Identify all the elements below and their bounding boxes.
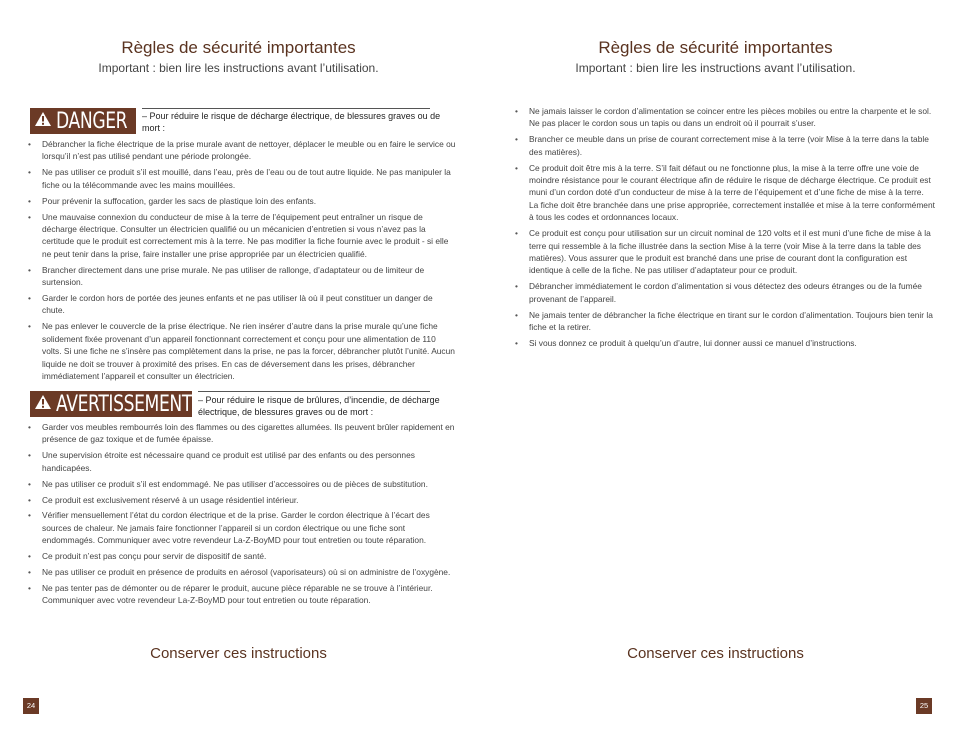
warning-label: AVERTISSEMENT <box>56 391 192 417</box>
danger-label: DANGER <box>56 108 128 134</box>
safety-list <box>515 105 935 353</box>
list-item: • Ne pas utiliser ce produit en présence de produits en aérosol (vaporisateurs) où si on administre de l’oxygène. <box>28 566 458 578</box>
warning-badge <box>30 391 192 417</box>
list-item: • Ce produit doit être mis à la terre. S’il fait défaut ou ne fonctionne plus, la mise à la terre offre une voie de moindre résistance pour le courant électrique afin de réduire le risque de décharge électrique. Ce produit est muni d’un cordon doté d’un conducteur de mise à la terre de l’équipement et d’une fiche de mise à la terre. La fiche doit être branchée dans une prise appropriée, correctement installée et mise à la terre conformément à tous les codes et ordonnances locaux. <box>515 162 935 224</box>
list-item: • Une mauvaise connexion du conducteur de mise à la terre de l’équipement peut entraîner un risque de décharge électrique. Consulter un électricien qualifié ou un mécanicien d’entretien si vous n’avez pas la certitude que le produit est correctement mis à la terre. Ne pas modifier la fiche fournie avec le produit - si elle ne peut tenir dans la prise, faire installer une prise appropriée par un électricien qualifié. <box>28 211 456 261</box>
list-item: • Brancher directement dans une prise murale. Ne pas utiliser de rallonge, d’adaptateur ou de limiteur de surtension. <box>28 264 456 289</box>
list-item: • Ce produit est conçu pour utilisation sur un circuit nominal de 120 volts et il est muni d’une fiche de mise à la terre qui ressemble à la fiche illustrée dans la section Mise à la terre (voir Mise à la terre dans la table des matières). Vous assurer que le produit est branché dans une prise de courant dont la configuration est identique à celle de la fiche. Ne pas utiliser d’adaptateur pour ce produit. <box>515 227 935 277</box>
warning-rule <box>198 391 430 392</box>
list-item: • Ne pas utiliser ce produit s’il est mouillé, dans l’eau, près de l’eau ou de tout autre liquide. Ne pas manipuler la fiche ou la télécommande avec les mains mouillées. <box>28 166 456 191</box>
list-item: • Pour prévenir la suffocation, garder les sacs de plastique loin des enfants. <box>28 195 456 207</box>
footer-note: Conserver ces instructions <box>627 645 804 662</box>
warning-intro: – Pour réduire le risque de brûlures, d’incendie, de décharge électrique, de blessures graves ou de mort : <box>198 395 440 417</box>
list-item: • Ne pas utiliser ce produit s’il est endommagé. Ne pas utiliser d’accessoires ou de pièces de substitution. <box>28 478 458 490</box>
list-item: • Garder vos meubles rembourrés loin des flammes ou des cigarettes allumées. Ils peuvent brûler rapidement en présence de gaz toxique et de fumée épaisse. <box>28 421 458 446</box>
list-item: • Ne jamais tenter de débrancher la fiche électrique en tirant sur le cordon d’alimentation. Toujours bien tenir la fiche et la retirer. <box>515 309 935 334</box>
page-number: 25 <box>916 698 932 714</box>
danger-badge <box>30 108 136 134</box>
list-item: • Vérifier mensuellement l’état du cordon électrique et de la prise. Garder le cordon électrique à l’écart des sources de chaleur. Ne jamais faire fonctionner l’appareil si un cordon électrique ou une fiche sont endommagés. Communiquer avec votre revendeur La-Z-BoyMD pour tout entretien ou toute réparation. <box>28 509 458 546</box>
page-title: Règles de sécurité importantes <box>121 38 356 57</box>
footer-note: Conserver ces instructions <box>150 645 327 662</box>
list-item: • Ne pas enlever le couvercle de la prise électrique. Ne rien insérer d’autre dans la prise murale qu’une fiche solidement fixée provenant d’un appareil fonctionnant correctement et conçu pour une alimentation de 110 volts. Si une fiche ne s’insère pas complètement dans la prise, ne pas la forcer, débrancher plutôt l’unité. Aucun liquide ne doit se trouver à proximité des prises. En cas de déversement dans les prises, débrancher immédiatement l’appareil et consulter un électricien. <box>28 320 456 382</box>
page-number: 24 <box>23 698 39 714</box>
list-item: • Ce produit n’est pas conçu pour servir de dispositif de santé. <box>28 550 458 562</box>
danger-intro: – Pour réduire le risque de décharge électrique, de blessures graves ou de mort : <box>142 111 441 133</box>
list-item: • Garder le cordon hors de portée des jeunes enfants et ne pas utiliser là où il peut constituer un danger de chute. <box>28 292 456 317</box>
list-item: • Une supervision étroite est nécessaire quand ce produit est utilisé par des enfants ou des personnes handicapées. <box>28 449 458 474</box>
page-subtitle: Important : bien lire les instructions avant l’utilisation. <box>575 61 856 75</box>
warning-list <box>28 421 458 610</box>
list-item: • Débrancher immédiatement le cordon d’alimentation si vous détectez des odeurs étranges ou de la fumée provenant de l’appareil. <box>515 280 935 305</box>
danger-rule <box>142 108 430 109</box>
list-item: • Si vous donnez ce produit à quelqu’un d’autre, lui donner aussi ce manuel d’instructions. <box>515 337 935 349</box>
list-item: • Ne jamais laisser le cordon d’alimentation se coincer entre les pièces mobiles ou entre la charpente et le sol. Ne pas placer le cordon sous un tapis ou dans un endroit où il pourrait s’user. <box>515 105 935 130</box>
danger-list <box>28 138 456 386</box>
warning-triangle-icon <box>34 111 52 132</box>
list-item: • Débrancher la fiche électrique de la prise murale avant de nettoyer, déplacer le meuble ou en faire le service ou lorsqu’il n’est pas utilisé pendant une période prolongée. <box>28 138 456 163</box>
page-subtitle: Important : bien lire les instructions avant l’utilisation. <box>98 61 379 75</box>
list-item: • Ce produit est exclusivement réservé à un usage résidentiel intérieur. <box>28 494 458 506</box>
list-item: • Brancher ce meuble dans un prise de courant correctement mise à la terre (voir Mise à la terre dans la table des matières). <box>515 133 935 158</box>
list-item: • Ne pas tenter pas de démonter ou de réparer le produit, aucune pièce réparable ne se trouve à l’intérieur. Communiquer avec votre revendeur La-Z-BoyMD pour tout entretien ou toute réparation. <box>28 582 458 607</box>
warning-triangle-icon <box>34 394 52 415</box>
page-title: Règles de sécurité importantes <box>598 38 833 57</box>
right-page <box>477 0 954 738</box>
